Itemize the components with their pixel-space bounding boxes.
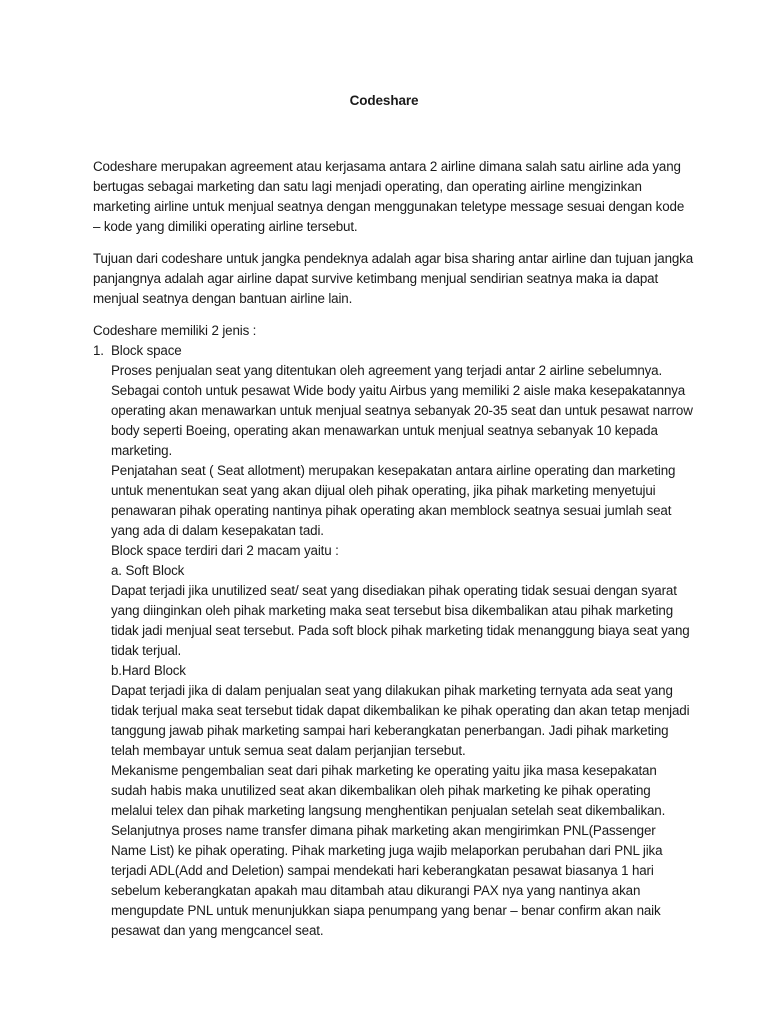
document-title: Codeshare bbox=[349, 93, 419, 108]
list-item-block-space bbox=[93, 341, 693, 941]
block-space-paragraph-1: Proses penjualan seat yang ditentukan oleh agreement yang terjadi antar 2 airline sebelumnya. Sebagai contoh untuk pesawat Wide body yaitu Airbus yang memiliki 2 aisle maka kesepakatannya operating akan menawarkan untuk menjual seatnya sebanyak 20-35 seat dan untuk pesawat narrow body seperti Boeing, operating akan menawarkan untuk menjual seatnya sebanyak 10 kepada marketing. bbox=[111, 363, 693, 458]
hard-block-heading: b.Hard Block bbox=[111, 663, 186, 678]
codeshare-types-list bbox=[93, 341, 693, 941]
seat-allotment-paragraph: Penjatahan seat ( Seat allotment) merupakan kesepakatan antara airline operating dan marketing untuk menentukan seat yang akan dijual oleh pihak operating, jika pihak marketing menyetujui penawaran pihak operating nantinya pihak operating akan memblock seatnya sesuai jumlah seat yang ada di dalam kesepakatan tadi. bbox=[111, 463, 676, 538]
list-item-body bbox=[111, 341, 693, 941]
intro-paragraph-1: Codeshare merupakan agreement atau kerjasama antara 2 airline dimana salah satu airline ada yang bertugas sebagai marketing dan satu lagi menjadi operating, dan operating airline mengizinkan marketing airline untuk menjual seatnya dengan menggunakan teletype message sesuai dengan kode – kode yang dimiliki operating airline tersebut. bbox=[93, 159, 685, 234]
soft-block-heading: a. Soft Block bbox=[111, 563, 185, 578]
block-space-heading: Block space bbox=[111, 343, 182, 358]
name-transfer-paragraph: Selanjutnya proses name transfer dimana pihak marketing akan mengirimkan PNL(Passenger Name List) ke pihak operating. Pihak marketing juga wajib melaporkan perubahan dari PNL jika terjadi ADL(Add and Deletion) sampai mendekati hari keberangkatan pesawat biasanya 1 hari sebelum keberangkatan apakah mau ditambah atau dikurangi PAX nya yang nantinya akan mengupdate PNL untuk menunjukkan siapa penumpang yang benar – benar confirm akan naik pesawat dan yang mengcancel seat. bbox=[111, 823, 663, 938]
hard-block-paragraph: Dapat terjadi jika di dalam penjualan seat yang dilakukan pihak marketing ternyata ada seat yang tidak terjual maka seat tersebut tidak dapat dikembalikan ke pihak operating dan akan tetap menjadi tanggung jawab pihak marketing sampai hari keberangkatan penerbangan. Jadi pihak marketing telah membayar untuk semua seat dalam perjanjian tersebut. bbox=[111, 683, 690, 758]
seat-return-mechanism-paragraph: Mekanisme pengembalian seat dari pihak marketing ke operating yaitu jika masa kesepakatan sudah habis maka unutilized seat akan dikembalikan oleh pihak marketing ke pihak operating melalui telex dan pihak marketing langsung menghentikan penjualan setelah seat dikembalikan. bbox=[111, 763, 666, 818]
document-body bbox=[93, 157, 693, 941]
intro-paragraph-2: Tujuan dari codeshare untuk jangka pendeknya adalah agar bisa sharing antar airline dan tujuan jangka panjangnya adalah agar airline dapat survive ketimbang menjual sendirian seatnya maka ia dapat menjual seatnya dengan bantuan airline lain. bbox=[93, 251, 694, 306]
types-intro: Codeshare memiliki 2 jenis : bbox=[93, 323, 257, 338]
block-space-types-intro: Block space terdiri dari 2 macam yaitu : bbox=[111, 543, 339, 558]
list-number: 1. bbox=[93, 343, 104, 358]
soft-block-paragraph: Dapat terjadi jika unutilized seat/ seat yang disediakan pihak operating tidak sesuai dengan syarat yang diinginkan oleh pihak marketing maka seat tersebut bisa dikembalikan atau pihak marketing tidak jadi menjual seat tersebut. Pada soft block pihak marketing tidak menanggung biaya seat yang tidak terjual. bbox=[111, 583, 690, 658]
